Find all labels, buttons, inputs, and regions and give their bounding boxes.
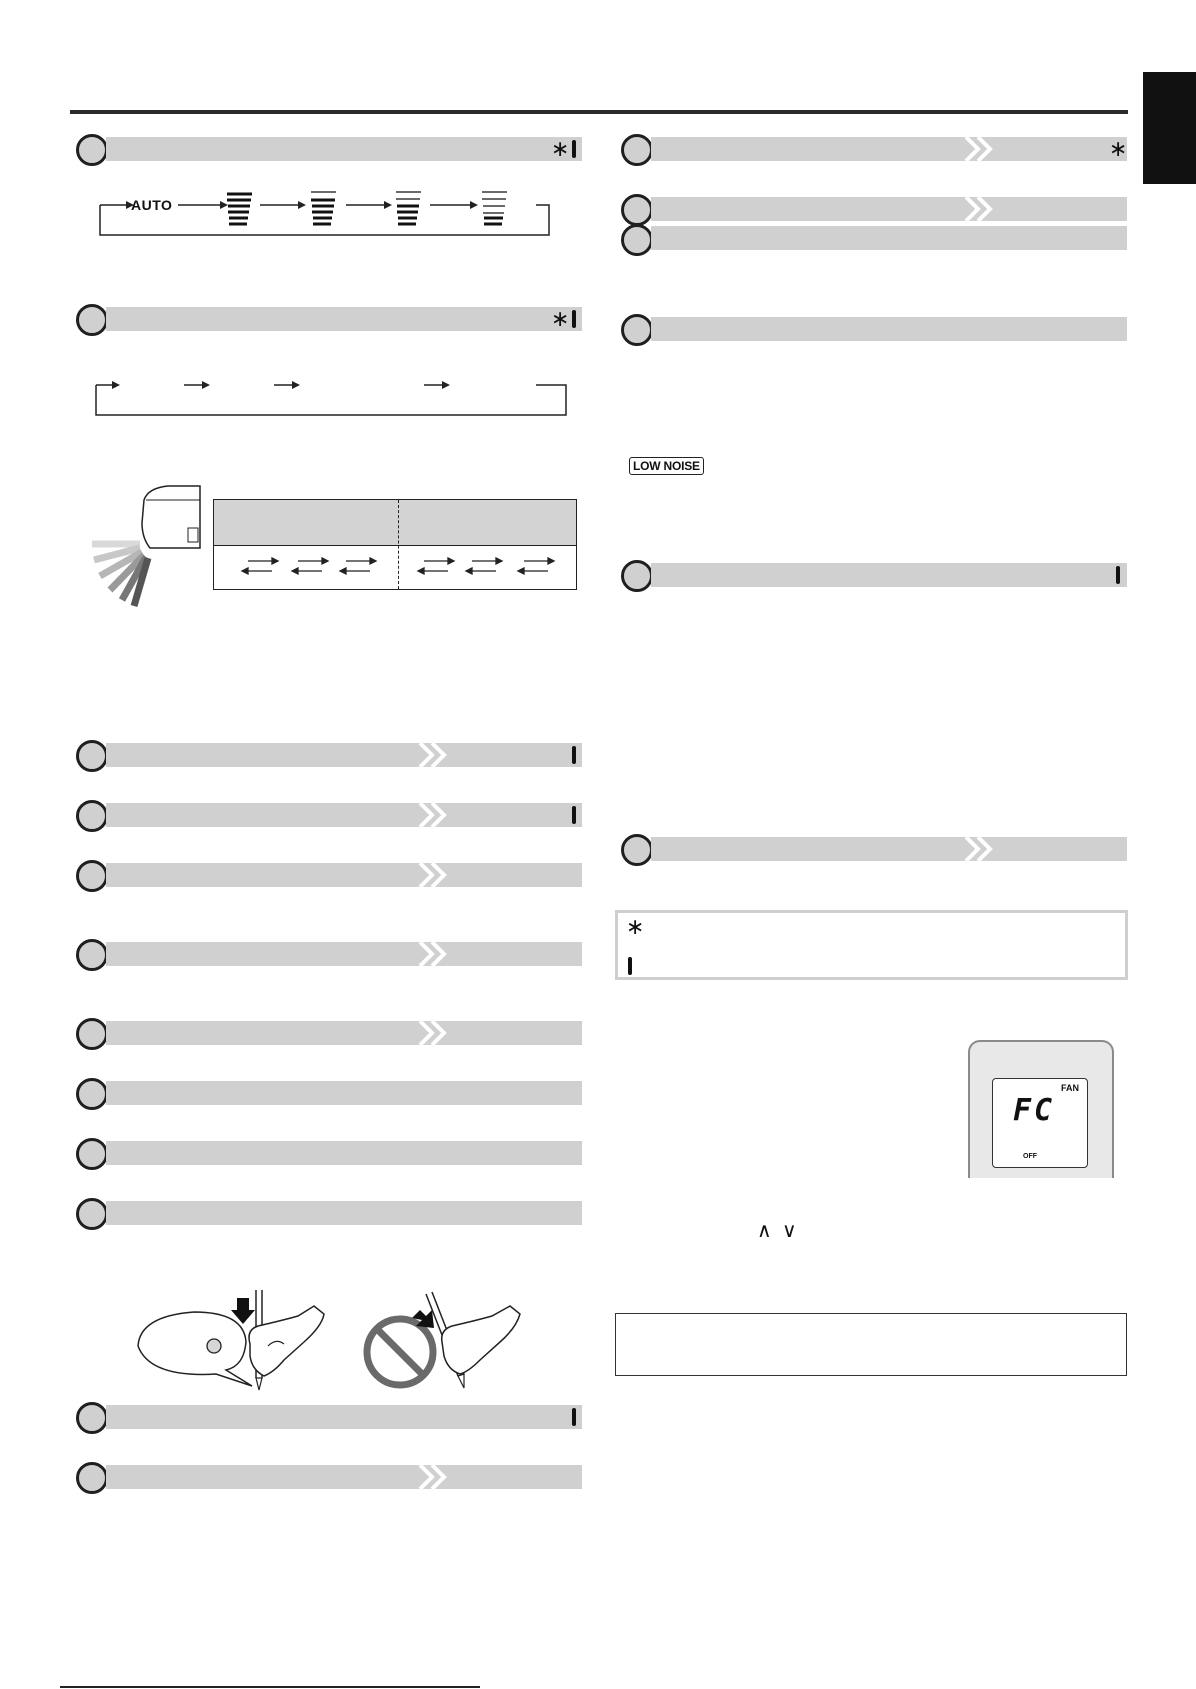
section-header-bar bbox=[106, 1081, 582, 1105]
section-bullet bbox=[621, 834, 653, 866]
remote-lcd-screen bbox=[992, 1078, 1088, 1168]
chevron-icon bbox=[964, 137, 996, 161]
section-header-bar bbox=[106, 743, 582, 767]
section-header-bar bbox=[106, 307, 582, 331]
direction-table bbox=[213, 499, 577, 590]
chevron-icon bbox=[418, 1021, 450, 1045]
section-bullet bbox=[76, 1078, 108, 1110]
asterisk-mark: ∗ bbox=[1109, 137, 1128, 162]
fan-level-medium-low bbox=[396, 192, 421, 224]
section-bullet bbox=[621, 134, 653, 166]
caret-up-icon: ∧ bbox=[757, 1218, 772, 1242]
chevron-icon bbox=[964, 197, 996, 221]
section-header-bar bbox=[106, 803, 582, 827]
remote-control bbox=[968, 1040, 1114, 1178]
symbol-note-box bbox=[615, 910, 1128, 980]
indicator-pill bbox=[572, 310, 576, 328]
section-header-bar bbox=[106, 1465, 582, 1489]
direction-swap-arrows bbox=[214, 546, 576, 589]
reset-prohibited-illustration bbox=[360, 1290, 530, 1394]
section-bullet bbox=[76, 1138, 108, 1170]
top-rule bbox=[70, 110, 1128, 114]
chevron-icon bbox=[418, 863, 450, 887]
asterisk-mark: ∗ bbox=[626, 915, 645, 940]
auto-label: AUTO bbox=[131, 197, 173, 213]
fan-level-high bbox=[227, 194, 252, 224]
section-header-bar bbox=[106, 1141, 582, 1165]
chevron-icon bbox=[418, 1465, 450, 1489]
fan-level-medium-high bbox=[311, 192, 336, 224]
asterisk-mark: ∗ bbox=[551, 307, 570, 332]
section-bullet bbox=[76, 134, 108, 166]
section-header-bar bbox=[106, 942, 582, 966]
bottom-rule bbox=[60, 1686, 480, 1688]
reset-correct-illustration bbox=[134, 1286, 350, 1394]
section-bullet bbox=[76, 800, 108, 832]
section-header-bar bbox=[106, 1405, 582, 1429]
info-box bbox=[615, 1313, 1127, 1376]
section-header-bar bbox=[651, 317, 1127, 341]
section-bullet bbox=[621, 314, 653, 346]
mode-label: FAN bbox=[1061, 1083, 1079, 1093]
indicator-pill bbox=[572, 1408, 576, 1426]
section-bullet bbox=[76, 304, 108, 336]
section-header-bar bbox=[106, 1021, 582, 1045]
direction-cycle-diagram bbox=[88, 370, 568, 420]
section-bullet bbox=[76, 939, 108, 971]
section-bullet bbox=[76, 1402, 108, 1434]
indicator-pill bbox=[572, 140, 576, 158]
section-bullet bbox=[76, 1198, 108, 1230]
status-label: OFF bbox=[1023, 1153, 1037, 1160]
section-header-bar bbox=[651, 197, 1127, 221]
indicator-pill bbox=[572, 806, 576, 824]
section-header-bar bbox=[651, 137, 1127, 161]
chevron-icon bbox=[418, 743, 450, 767]
fan-level-low bbox=[482, 192, 507, 224]
direction-table-header bbox=[214, 500, 576, 546]
chevron-icon bbox=[964, 837, 996, 861]
section-bullet bbox=[621, 560, 653, 592]
error-code: FC bbox=[1013, 1093, 1056, 1128]
chevron-icon bbox=[418, 942, 450, 966]
section-bullet bbox=[76, 1018, 108, 1050]
section-header-bar bbox=[106, 137, 582, 161]
section-bullet bbox=[76, 740, 108, 772]
language-tab bbox=[1143, 72, 1196, 184]
section-header-bar bbox=[651, 837, 1127, 861]
section-header-bar bbox=[651, 226, 1127, 250]
low-noise-badge: LOW NOISE bbox=[629, 457, 704, 475]
section-header-bar bbox=[106, 1201, 582, 1225]
section-header-bar bbox=[106, 863, 582, 887]
indicator-pill bbox=[628, 957, 632, 975]
section-bullet bbox=[76, 1462, 108, 1494]
section-bullet bbox=[621, 224, 653, 256]
indicator-pill bbox=[1116, 566, 1120, 584]
indicator-pill bbox=[572, 746, 576, 764]
asterisk-mark: ∗ bbox=[551, 137, 570, 162]
section-bullet bbox=[76, 860, 108, 892]
section-header-bar bbox=[651, 563, 1127, 587]
chevron-icon bbox=[418, 803, 450, 827]
section-bullet bbox=[621, 194, 653, 226]
indoor-unit-illustration bbox=[88, 478, 208, 608]
caret-down-icon: ∨ bbox=[782, 1218, 797, 1242]
